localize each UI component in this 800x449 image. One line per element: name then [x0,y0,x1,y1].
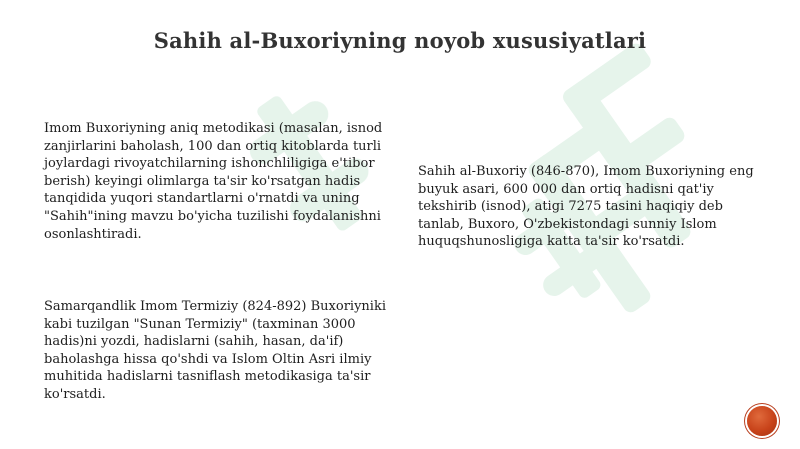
slide-title: Sahih al-Buxoriyning noyob xususiyatlari [153,28,647,53]
next-slide-button[interactable] [747,406,777,436]
paragraph-left-top: Imom Buxoriyning aniq metodikasi (masalan, isnod zanjirlarini baholash, 100 dan ortiq kitoblarda turli joylardagi rivoyatchilarning ishonchliligiga e'tibor berish) keyingi olimlarga ta'sir ko'rsatgan hadis tanqidida yuqori standartlarni o'rnatdi va uning "Sahih"ining mavzu bo'yicha tuzilishi foydalanishni osonlashtiradi. [44,121,383,242]
paragraph-left-bottom: Samarqandlik Imom Termiziy (824-892) Buxoriyniki kabi tuzilgan "Sunan Termiziy" (taxminan 3000 hadis)ni yozdi, hadislarni (sahih, hasan, da'if) baholashga hissa qo'shdi va Islom Oltin Asri ilmiy muhitida hadislarni tasniflash metodikasiga ta'sir ko'rsatdi. [44,299,386,402]
paragraph-right: Sahih al-Buxoriy (846-870), Imom Buxoriyning eng buyuk asari, 600 000 dan ortiq hadisni qat'iy tekshirib (isnod), atigi 7275 tasini haqiqiy deb tanlab, Buxoro, O'zbekistondagi sunniy Islom huquqshunosligiga katta ta'sir ko'rsatdi. [418,164,754,250]
